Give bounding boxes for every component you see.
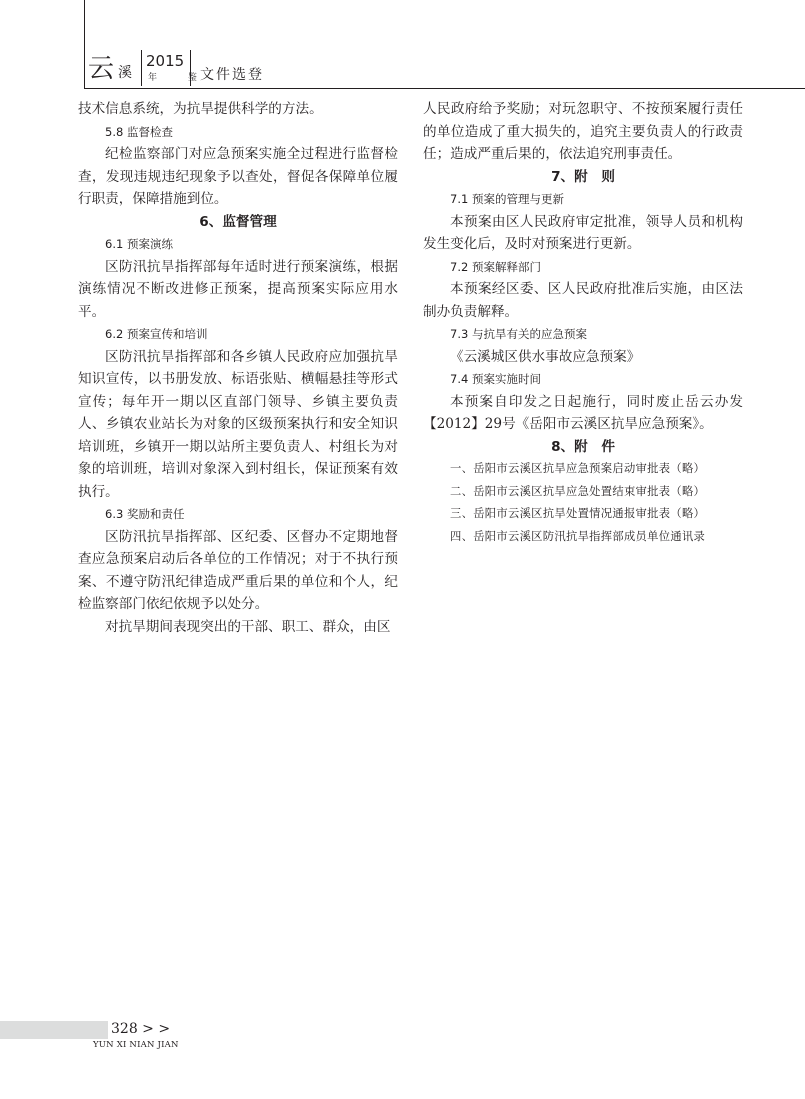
paragraph: 本预案经区委、区人民政府批准后实施，由区法制办负责解释。: [423, 281, 743, 320]
right-text-column: [423, 98, 743, 548]
paragraph: 人民政府给予奖励；对玩忽职守、不按预案履行责任的单位造成了重大损失的，追究主要负责人的行政责任；造成严重后果的，依法追究刑事责任。: [423, 101, 743, 162]
paragraph: 区防汛抗旱指挥部、区纪委、区督办不定期地督查应急预案启动后各单位的工作情况；对于不执行预案、不遵守防汛纪律造成严重后果的单位和个人，纪检监察部门依纪依规予以处分。: [78, 528, 398, 612]
subsection-heading: 6.3 奖励和责任: [105, 507, 185, 521]
paragraph: 对抗旱期间表现突出的干部、职工、群众，由区: [105, 618, 391, 635]
subsection-heading: 7.3 与抗旱有关的应急预案: [450, 327, 587, 341]
paragraph: 纪检监察部门对应急预案实施全过程进行监督检查，发现违规违纪现象予以查处，督促各保障单位履行职责，保障措施到位。: [78, 146, 398, 207]
page-header: [0, 0, 805, 95]
header-separator: [141, 50, 142, 86]
subsection-heading: 5.8 监督检查: [105, 124, 173, 139]
subsection-heading: 7.4 预案实施时间: [450, 372, 541, 386]
paragraph: 本预案自印发之日起施行，同时废止岳云办发【2012】29号《岳阳市云溪区抗旱应急预案》。: [423, 393, 743, 432]
subsection-heading: 7.2 预案解释部门: [450, 259, 541, 274]
logo-sub-char: 溪: [118, 65, 132, 81]
attachment-item: 三、岳阳市云溪区抗旱处置情况通报审批表（略）: [450, 507, 706, 520]
page-number: 328 > >: [111, 1021, 171, 1037]
header-yearbook-label: 年 鉴: [148, 73, 211, 83]
footer-bar: [0, 1021, 108, 1039]
logo-main-char: 云: [88, 54, 115, 84]
attachment-item: 四、岳阳市云溪区防汛抗旱指挥部成员单位通讯录: [450, 529, 706, 543]
section-heading: 8、附 件: [551, 438, 615, 455]
paragraph: 《云溪城区供水事故应急预案》: [450, 348, 641, 365]
subsection-heading: 6.1 预案演练: [105, 237, 173, 251]
attachment-item: 一、岳阳市云溪区抗旱应急预案启动审批表（略）: [450, 462, 706, 475]
left-text-column: [78, 98, 398, 638]
subsection-heading: 7.1 预案的管理与更新: [450, 192, 564, 206]
paragraph: 本预案由区人民政府审定批准，领导人员和机构发生变化后，及时对预案进行更新。: [423, 213, 743, 252]
attachment-item: 二、岳阳市云溪区抗旱应急处置结束审批表（略）: [450, 484, 706, 498]
header-year: 2015: [146, 52, 185, 70]
footer-subtitle: YUN XI NIAN JIAN: [93, 1040, 179, 1050]
paragraph: 区防汛抗旱指挥部每年适时进行预案演练，根据演练情况不断改进修正预案，提高预案实际应用水平。: [78, 258, 398, 320]
header-vertical-rule: [84, 0, 85, 88]
section-heading: 6、监督管理: [199, 213, 277, 230]
header-section-title: 文件选登: [200, 67, 264, 83]
paragraph: 技术信息系统，为抗旱提供科学的方法。: [78, 101, 323, 117]
header-horizontal-rule: [84, 88, 805, 89]
subsection-heading: 6.2 预案宣传和培训: [105, 327, 208, 341]
paragraph: 区防汛抗旱指挥部和各乡镇人民政府应加强抗旱知识宣传，以书册发放、标语张贴、横幅悬挂等形式宣传；每年开一期以区直部门领导、乡镇主要负责人、乡镇农业站长为对象的区级预案执行和安全知识培训班，乡镇开一期以站所主要负责人、村组长为对象的培训班，培训对象深入到村组长，保证预案有效执行。: [78, 348, 398, 500]
section-heading: 7、附 则: [551, 168, 615, 185]
